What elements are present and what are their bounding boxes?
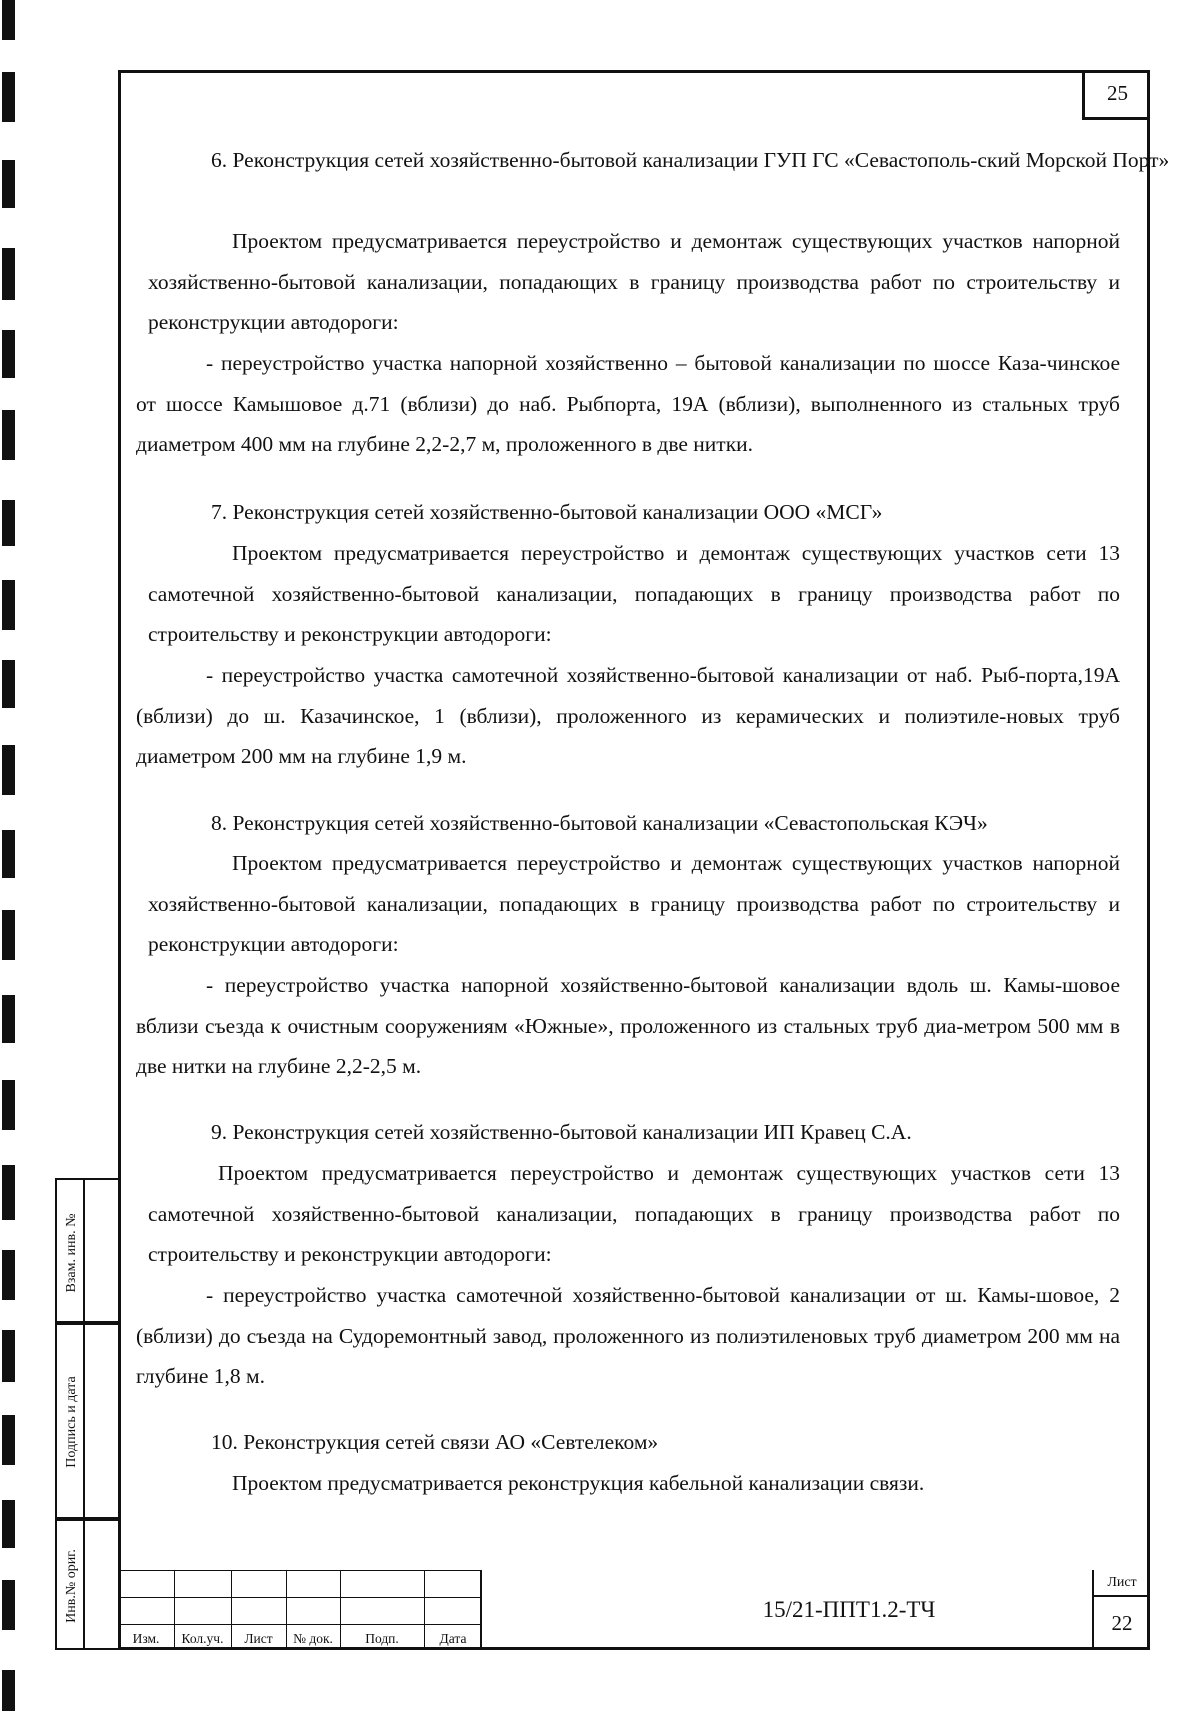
col-list: Лист	[244, 1631, 273, 1646]
section-10-heading: 10. Реконструкция сетей связи АО «Севтелеком»	[211, 1430, 659, 1454]
section-10-paragraph: Проектом предусматривается реконструкция кабельной канализации связи.	[232, 1471, 925, 1495]
side-box-replacement-inv	[55, 1178, 118, 1323]
sheet-number: 22	[1111, 1611, 1133, 1635]
col-signature: Подп.	[365, 1631, 399, 1646]
document-code: 15/21-ППТ1.2-ТЧ	[762, 1597, 936, 1622]
section-8-heading: 8. Реконструкция сетей хозяйственно-бытовой канализации «Севастопольская КЭЧ»	[211, 811, 988, 835]
side-box-original-inv	[55, 1519, 118, 1650]
section-7-heading: 7. Реконструкция сетей хозяйственно-бытовой канализации ООО «МСГ»	[211, 500, 883, 524]
title-block	[118, 1570, 1150, 1650]
col-izm: Изм.	[132, 1631, 160, 1646]
section-7-paragraph: Проектом предусматривается переустройство и демонтаж существующих участков сети 13 самотечной хозяйственно-бытовой канализации, попадающих в границу производства работ по строительству и реконструкции автодороги:	[148, 541, 1120, 646]
section-9-item: - переустройство участка самотечной хозяйственно-бытовой канализации от ш. Камы-шовое, 2 (вблизи) до съезда на Судоремонтный завод, проложенного из полиэтиленовых труб диаметром 200 мм на глубине 1,8 м.	[136, 1283, 1120, 1388]
section-6-heading: 6. Реконструкция сетей хозяйственно-бытовой канализации ГУП ГС «Севастополь-ский Морской Порт»	[211, 148, 1170, 172]
side-box-signature-date	[55, 1323, 118, 1519]
section-7-item: - переустройство участка самотечной хозяйственно-бытовой канализации от наб. Рыб-порта,19А (вблизи) до ш. Казачинское, 1 (вблизи), проложенного из керамических и полиэтиле-новых труб диаметром 200 мм на глубине 1,9 м.	[136, 663, 1120, 768]
page-number-top: 25	[1082, 70, 1150, 120]
side-label-replacement-inv: Взам. инв. №	[64, 1213, 79, 1293]
side-label-signature-date: Подпись и дата	[64, 1376, 79, 1468]
section-6-paragraph: Проектом предусматривается переустройство и демонтаж существующих участков напорной хозяйственно-бытовой канализации, попадающих в границу производства работ по строительству и реконструкции автодороги:	[148, 229, 1120, 334]
section-8-paragraph: Проектом предусматривается переустройство и демонтаж существующих участков напорной хозяйственно-бытовой канализации, попадающих в границу производства работ по строительству и реконструкции автодороги:	[148, 851, 1120, 956]
col-kol-uch: Кол.уч.	[181, 1631, 224, 1646]
revision-grid	[118, 1570, 482, 1650]
sheet-box	[1092, 1570, 1150, 1650]
section-6-item: - переустройство участка напорной хозяйственно – бытовой канализации по шоссе Каза-чинское от шоссе Камышовое д.71 (вблизи) до наб. Рыбпорта, 19А (вблизи), выполненного из стальных труб диаметром 400 мм на глубине 2,2-2,7 м, проложенного в две нитки.	[136, 351, 1120, 456]
sheet-label: Лист	[1094, 1570, 1150, 1597]
col-doc-no: № док.	[293, 1631, 333, 1646]
section-8-item: - переустройство участка напорной хозяйственно-бытовой канализации вдоль ш. Камы-шовое вблизи съезда к очистным сооружениям «Южные», проложенного из стальных труб диа-метром 500 мм в две нитки на глубине 2,2-2,5 м.	[136, 973, 1120, 1078]
side-label-original-inv: Инв.№ ориг.	[64, 1549, 79, 1623]
col-date: Дата	[439, 1631, 467, 1646]
section-9-paragraph: Проектом предусматривается переустройство и демонтаж существующих участков сети 13 самотечной хозяйственно-бытовой канализации, попадающих в границу производства работ по строительству и реконструкции автодороги:	[148, 1161, 1120, 1266]
section-9-heading: 9. Реконструкция сетей хозяйственно-бытовой канализации ИП Кравец С.А.	[211, 1120, 912, 1144]
